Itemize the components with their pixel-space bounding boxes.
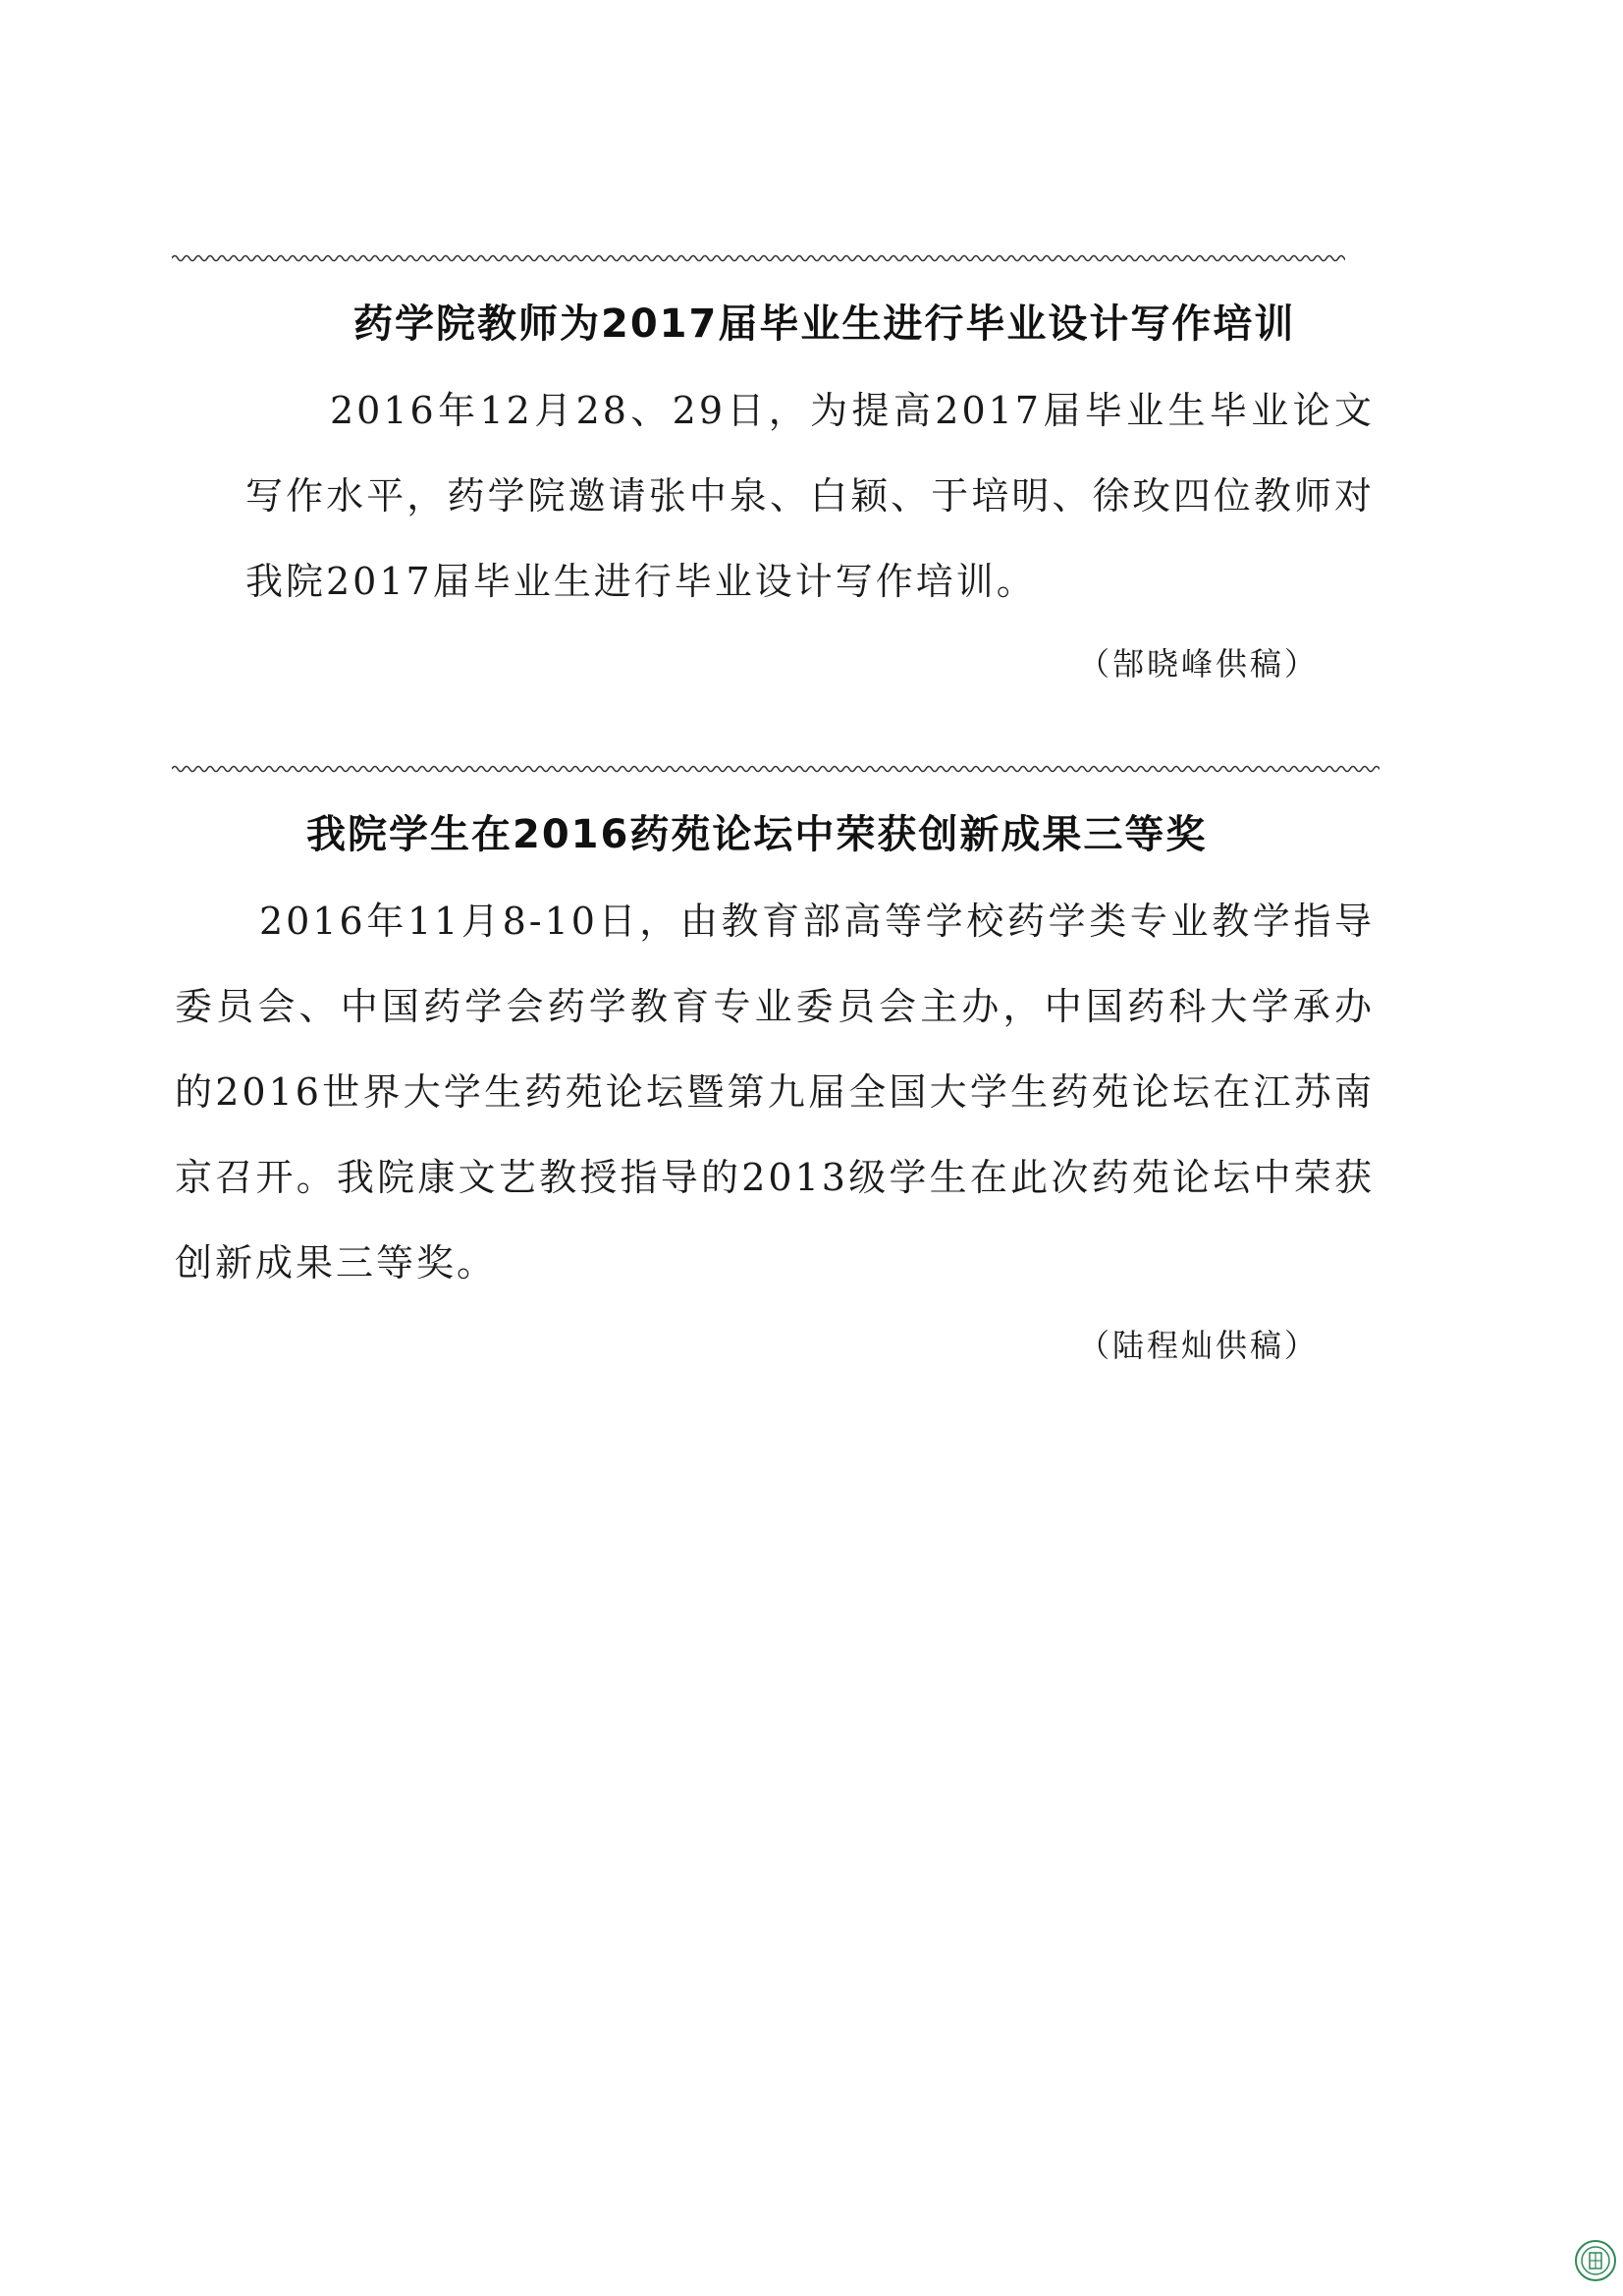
university-seal-icon [1574, 2239, 1617, 2282]
wavy-divider-icon [172, 250, 1345, 266]
article-title: 我院学生在2016药苑论坛中荣获创新成果三等奖 [306, 812, 1208, 857]
article-title: 药学院教师为2017届毕业生进行毕业设计写作培训 [353, 301, 1296, 347]
article-body: 2016年12月28、29日，为提高2017届毕业生毕业论文写作水平，药学院邀请张中泉、白颖、于培明、徐玫四位教师对我院2017届毕业生进行毕业设计写作培训。 [245, 389, 1375, 603]
article-credit: （郜晓峰供稿） [1078, 645, 1320, 683]
wavy-divider-icon [172, 761, 1380, 777]
article-credit: （陆程灿供稿） [1078, 1327, 1320, 1364]
article-body: 2016年11月8-10日，由教育部高等学校药学类专业教学指导委员会、中国药学会药学教育专业委员会主办，中国药科大学承办的2016世界大学生药苑论坛暨第九届全国大学生药苑论坛在江苏南京召开。我院康文艺教授指导的2013级学生在此次药苑论坛中荣获创新成果三等奖。 [175, 900, 1375, 1285]
